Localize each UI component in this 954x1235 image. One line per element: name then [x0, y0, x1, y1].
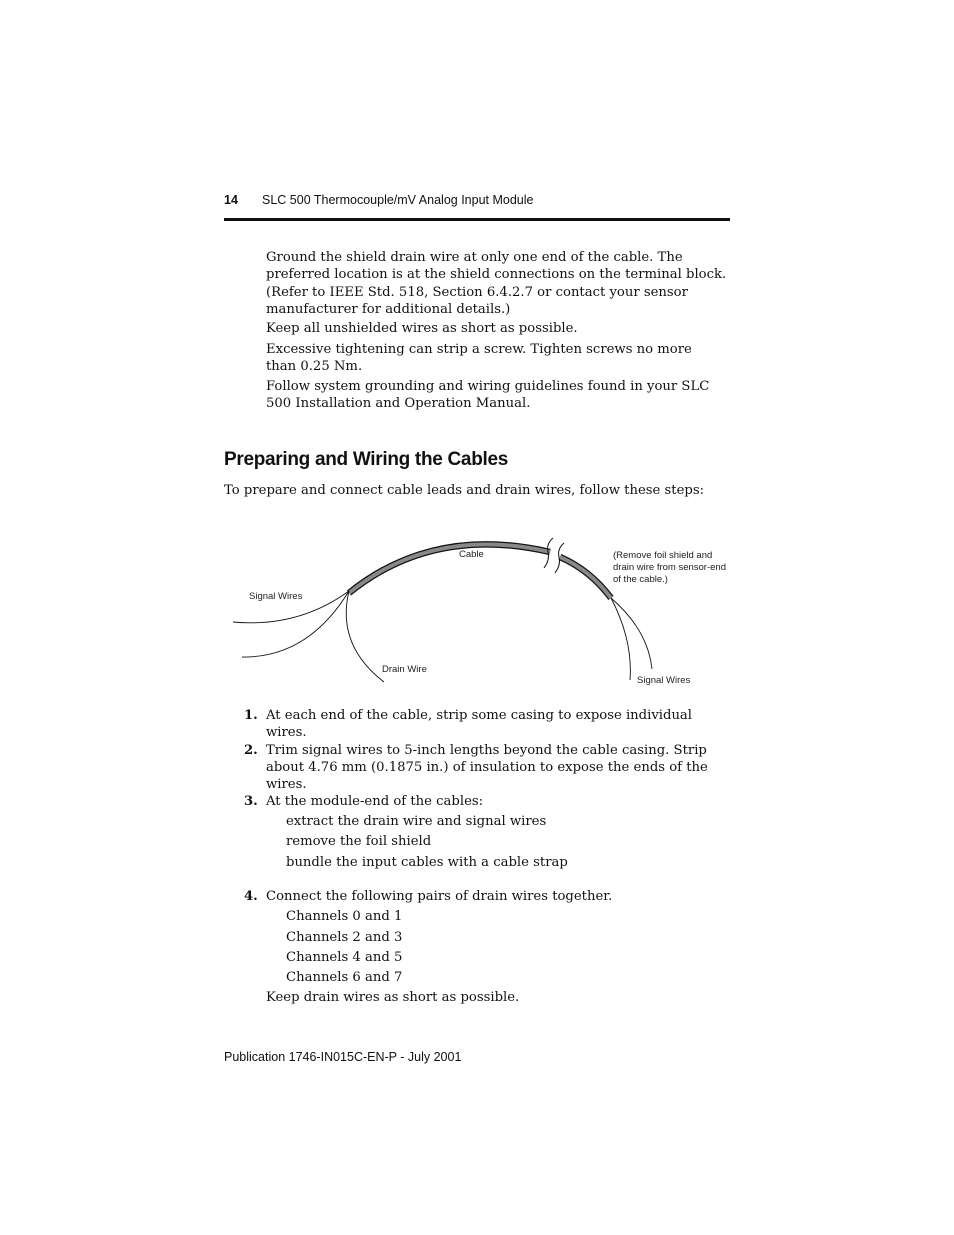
step-number: 4.: [244, 889, 258, 904]
step-sub-item: Channels 2 and 3: [286, 930, 403, 945]
step-text: Connect the following pairs of drain wires together.: [266, 889, 613, 904]
cable-casing-right: [560, 557, 611, 598]
step-text: At the module-end of the cables:: [266, 794, 484, 809]
step-sub-item: Channels 0 and 1: [286, 909, 403, 924]
step-note: Keep drain wires as short as possible.: [266, 990, 520, 1005]
section-heading: Preparing and Wiring the Cables: [224, 449, 509, 470]
foil-shield-note-line: (Remove foil shield and: [613, 550, 713, 561]
step-text: Trim signal wires to 5-inch lengths beyond the cable casing. Strip about 4.76 mm (0.1875 in.) of insulation to expose the ends of the wires.: [266, 743, 708, 792]
step-sub-item: extract the drain wire and signal wires: [286, 814, 547, 829]
step-number: 2.: [244, 743, 258, 758]
drain-wire: [346, 591, 384, 682]
guideline-grounding: Follow system grounding and wiring guidelines found in your SLC 500 Installation and Operation Manual.: [266, 379, 710, 412]
cable-casing-left: [349, 544, 550, 593]
guideline-short-wires: Keep all unshielded wires as short as possible.: [266, 321, 578, 336]
signal-wires-right-label: Signal Wires: [637, 675, 691, 686]
step-sub-item: Channels 6 and 7: [286, 970, 403, 985]
signal-wire-right: [611, 598, 652, 669]
section-intro: To prepare and connect cable leads and drain wires, follow these steps:: [224, 483, 705, 498]
foil-shield-note-line: of the cable.): [613, 574, 668, 585]
guideline-ground-drain: Ground the shield drain wire at only one end of the cable. The preferred location is at the shield connections on the terminal block. (Refer to IEEE Std. 518, Section 6.4.2.7 or contact your sensor manufacturer for additional details.): [266, 250, 727, 317]
signal-wires-left-label: Signal Wires: [249, 591, 303, 602]
cable-label: Cable: [459, 549, 484, 560]
signal-wire-right: [611, 598, 630, 680]
page-header: [224, 191, 730, 221]
guideline-tightening: Excessive tightening can strip a screw. Tighten screws no more than 0.25 Nm.: [266, 342, 692, 375]
step-number: 1.: [244, 708, 258, 723]
step-sub-item: Channels 4 and 5: [286, 950, 403, 965]
foil-shield-note-line: drain wire from sensor-end: [613, 562, 726, 573]
cable-diagram: [228, 530, 738, 690]
page-number: 14: [224, 193, 238, 207]
step-sub-item: bundle the input cables with a cable strap: [286, 855, 568, 870]
publication-footer: Publication 1746-IN015C-EN-P - July 2001: [224, 1050, 462, 1064]
running-title: SLC 500 Thermocouple/mV Analog Input Module: [262, 193, 534, 207]
step-sub-item: remove the foil shield: [286, 834, 432, 849]
step-text: At each end of the cable, strip some casing to expose individual wires.: [266, 708, 693, 740]
step-number: 3.: [244, 794, 258, 809]
drain-wire-label: Drain Wire: [382, 664, 427, 675]
